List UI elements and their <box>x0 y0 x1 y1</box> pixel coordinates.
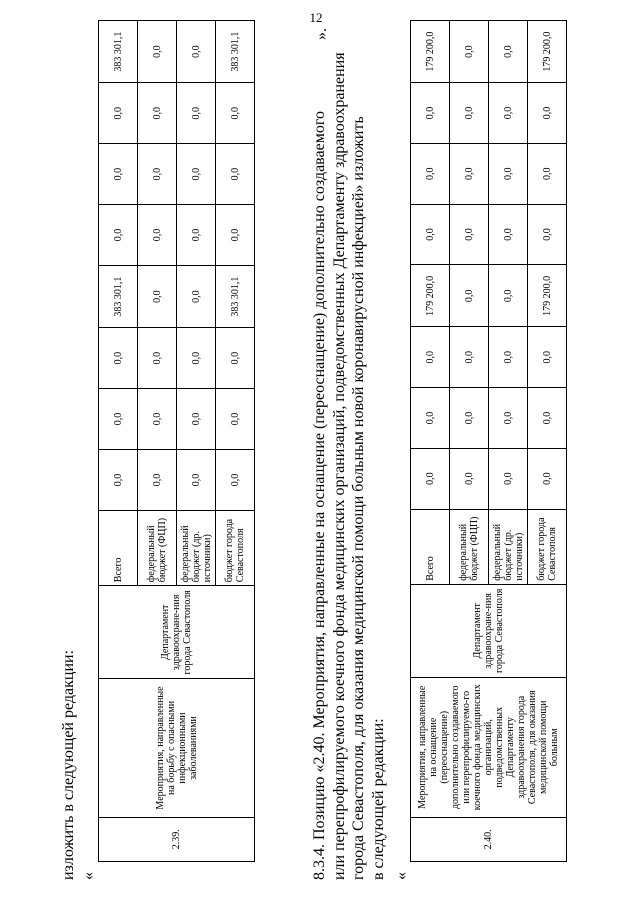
cell-funding-source: федеральный бюджет (др. источники) <box>177 510 216 585</box>
paragraph-line: города Севастополя, для оказания медицинской помощи больным новой коронавирусной инфекцией» изложить <box>350 116 368 880</box>
cell-value: 0,0 <box>177 450 216 511</box>
cell-value: 0,0 <box>411 143 450 204</box>
cell-value: 0,0 <box>138 21 177 83</box>
cell-value: 0,0 <box>177 83 216 144</box>
cell-value: 0,0 <box>99 328 138 389</box>
cell-num: 2.40. <box>411 817 567 861</box>
cell-value: 0,0 <box>450 83 489 144</box>
cell-value: 0,0 <box>177 389 216 450</box>
cell-value: 0,0 <box>99 389 138 450</box>
cell-value: 0,0 <box>411 327 450 388</box>
cell-value: 179 200,0 <box>528 21 567 83</box>
cell-value: 0,0 <box>489 83 528 144</box>
table-row <box>411 21 450 862</box>
intro-line: изложить в следующей редакции: <box>60 649 77 880</box>
cell-value: 383 301,1 <box>216 21 255 83</box>
cell-value: 0,0 <box>177 328 216 389</box>
paragraph-line: 8.3.4. Позицию «2.40. Мероприятия, направленные на оснащение (переоснащение) дополнительно создаваемого <box>311 110 328 880</box>
cell-value: 0,0 <box>450 21 489 83</box>
cell-value: 0,0 <box>528 83 567 144</box>
cell-value: 0,0 <box>138 450 177 511</box>
cell-value: 0,0 <box>411 83 450 144</box>
table-row-2-40 <box>410 20 567 862</box>
cell-value: 0,0 <box>216 205 255 266</box>
cell-value: 0,0 <box>450 143 489 204</box>
cell-num: 2.39. <box>99 817 255 861</box>
cell-value: 0,0 <box>450 265 489 327</box>
cell-value: 0,0 <box>138 205 177 266</box>
cell-funding-source: федеральный бюджет (ФЦП) <box>450 509 489 584</box>
table-row <box>99 21 138 862</box>
cell-value: 0,0 <box>489 143 528 204</box>
cell-funding-source: федеральный бюджет (др. источники) <box>489 509 528 584</box>
cell-value: 0,0 <box>138 328 177 389</box>
cell-value: 0,0 <box>450 204 489 265</box>
cell-value: 0,0 <box>411 204 450 265</box>
cell-dept: Департамент здравоохране-ния города Севастополя <box>411 584 567 677</box>
cell-value: 0,0 <box>177 266 216 328</box>
cell-name: Мероприятия, направленные на оснащение (переоснащение) дополнительно создаваемого или перепрофилируемо-го коечного фонда медицинских организаций, подведомственных Департаменту здравоохранения города Севастополя, для оказания медицинской помощи больным <box>411 677 567 817</box>
cell-value: 0,0 <box>489 448 528 509</box>
cell-value: 0,0 <box>450 448 489 509</box>
cell-value: 0,0 <box>216 389 255 450</box>
cell-value: 0,0 <box>489 327 528 388</box>
cell-value: 0,0 <box>99 205 138 266</box>
cell-value: 383 301,1 <box>99 266 138 328</box>
cell-value: 0,0 <box>138 266 177 328</box>
table-row-2-39 <box>98 20 255 862</box>
cell-funding-source: Всего <box>99 510 138 585</box>
cell-value: 179 200,0 <box>528 265 567 327</box>
cell-name: Мероприятия, направленные на борьбу с опасными инфекционными заболеваниями <box>99 679 255 817</box>
cell-value: 0,0 <box>489 204 528 265</box>
cell-funding-source: Всего <box>411 509 450 584</box>
cell-value: 0,0 <box>216 328 255 389</box>
cell-funding-source: бюджет города Севастополя <box>528 509 567 584</box>
cell-value: 0,0 <box>177 205 216 266</box>
paragraph-line: в следующей редакции: <box>369 718 387 880</box>
cell-value: 0,0 <box>216 83 255 144</box>
cell-value: 0,0 <box>99 144 138 205</box>
cell-value: 0,0 <box>528 143 567 204</box>
cell-value: 179 200,0 <box>411 265 450 327</box>
cell-value: 0,0 <box>489 21 528 83</box>
cell-value: 0,0 <box>528 327 567 388</box>
cell-value: 179 200,0 <box>411 21 450 83</box>
cell-value: 0,0 <box>528 388 567 449</box>
cell-value: 0,0 <box>450 327 489 388</box>
cell-dept: Департамент здравоохране-ния города Севастополя <box>99 586 255 679</box>
page-number: 12 <box>309 10 323 25</box>
amendment-paragraph <box>310 45 388 880</box>
cell-value: 383 301,1 <box>216 266 255 328</box>
paragraph-line: или перепрофилируемого коечного фонда медицинских организаций, подведомственных Департаменту здравоохранения <box>330 52 348 880</box>
quote-open-1: « <box>80 872 97 880</box>
rotated-content <box>58 20 578 880</box>
cell-value: 0,0 <box>528 204 567 265</box>
cell-value: 0,0 <box>411 448 450 509</box>
cell-value: 0,0 <box>411 388 450 449</box>
cell-value: 0,0 <box>99 450 138 511</box>
cell-value: 0,0 <box>489 265 528 327</box>
quote-open-2: « <box>393 872 410 880</box>
cell-value: 0,0 <box>216 144 255 205</box>
cell-value: 0,0 <box>138 389 177 450</box>
cell-value: 0,0 <box>177 21 216 83</box>
cell-value: 0,0 <box>138 83 177 144</box>
cell-value: 383 301,1 <box>99 21 138 83</box>
cell-value: 0,0 <box>489 388 528 449</box>
cell-funding-source: федеральный бюджет (ФЦП) <box>138 510 177 585</box>
cell-value: 0,0 <box>216 450 255 511</box>
cell-value: 0,0 <box>138 144 177 205</box>
cell-value: 0,0 <box>99 83 138 144</box>
cell-funding-source: бюджет города Севастополя <box>216 510 255 585</box>
quote-close: ». <box>313 28 330 40</box>
cell-value: 0,0 <box>177 144 216 205</box>
cell-value: 0,0 <box>528 448 567 509</box>
cell-value: 0,0 <box>450 388 489 449</box>
